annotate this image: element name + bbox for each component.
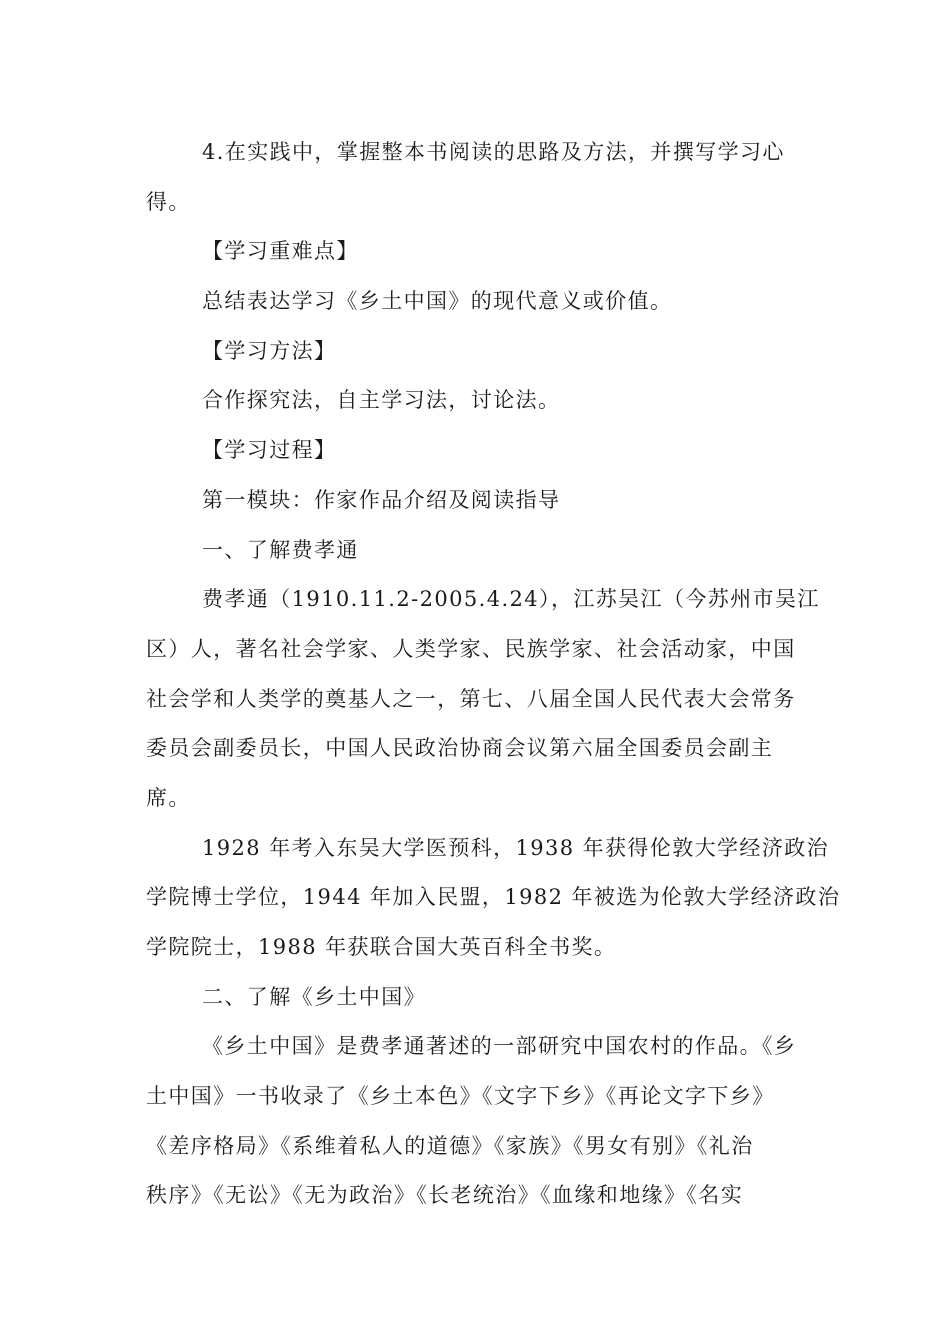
module-one-title: 第一模块：作家作品介绍及阅读指导 xyxy=(202,488,561,512)
heading-study-methods: 【学习方法】 xyxy=(202,339,337,363)
study-methods-text: 合作探究法，自主学习法，讨论法。 xyxy=(202,388,561,412)
biography-line-4: 委员会副委员长，中国人民政治协商会议第六届全国委员会副主 xyxy=(146,736,774,760)
career-line-1: 1928 年考入东吴大学医预科，1938 年获得伦敦大学经济政治 xyxy=(202,836,830,860)
heading-key-difficulties: 【学习重难点】 xyxy=(202,239,359,263)
key-difficulties-text: 总结表达学习《乡土中国》的现代意义或价值。 xyxy=(202,289,673,313)
book-intro-line-2: 土中国》一书收录了《乡土本色》《文字下乡》《再论文字下乡》 xyxy=(146,1084,775,1108)
biography-line-5: 席。 xyxy=(146,786,191,810)
section-one-title: 一、了解费孝通 xyxy=(202,538,359,562)
biography-line-2: 区）人，著名社会学家、人类学家、民族学家、社会活动家，中国 xyxy=(146,637,796,661)
section-two-title: 二、了解《乡土中国》 xyxy=(202,985,426,1009)
objective-4-line-1: 4.在实践中，掌握整本书阅读的思路及方法，并撰写学习心 xyxy=(202,140,785,164)
career-line-3: 学院院士，1988 年获联合国大英百科全书奖。 xyxy=(146,935,617,959)
book-intro-line-3: 《差序格局》《系维着私人的道德》《家族》《男女有别》《礼治 xyxy=(146,1134,754,1158)
book-intro-line-4: 秩序》《无讼》《无为政治》《长老统治》《血缘和地缘》《名实 xyxy=(146,1183,744,1207)
book-intro-line-1: 《乡土中国》是费孝通著述的一部研究中国农村的作品。《乡 xyxy=(202,1034,797,1058)
objective-4-line-2: 得。 xyxy=(146,190,191,214)
biography-line-1: 费孝通（1910.11.2-2005.4.24），江苏吴江（今苏州市吴江 xyxy=(202,587,820,611)
heading-study-process: 【学习过程】 xyxy=(202,438,337,462)
biography-line-3: 社会学和人类学的奠基人之一，第七、八届全国人民代表大会常务 xyxy=(146,687,796,711)
career-line-2: 学院博士学位，1944 年加入民盟，1982 年被选为伦敦大学经济政治 xyxy=(146,885,841,909)
